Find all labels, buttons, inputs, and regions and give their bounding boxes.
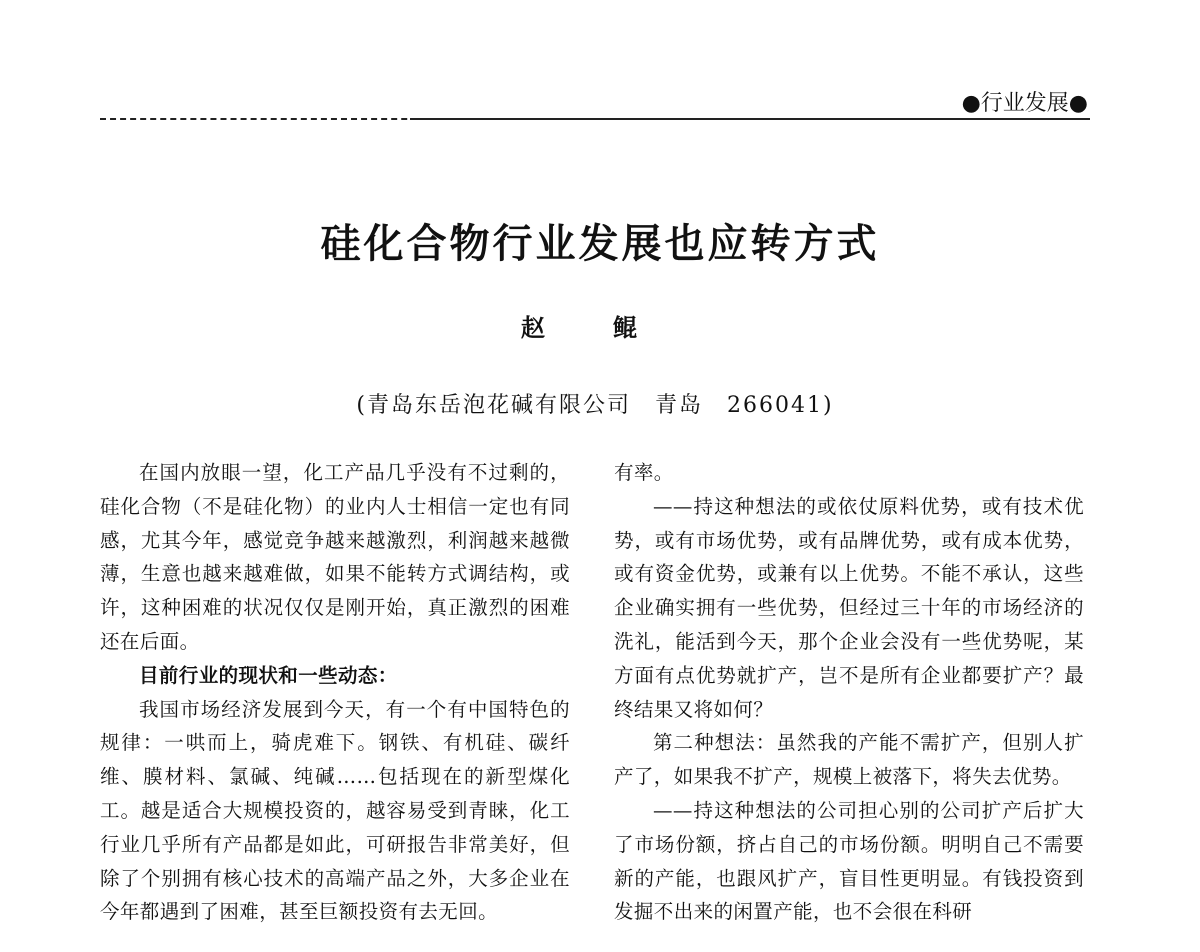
right-paragraph-0: 有率。: [614, 461, 674, 484]
article-author: 赵 鲲: [520, 313, 668, 342]
article-title: 硅化合物行业发展也应转方式: [320, 220, 880, 267]
left-column: [100, 456, 570, 929]
left-paragraph-1: 在国内放眼一望，化工产品几乎没有不过剩的，硅化合物（不是硅化物）的业内人士相信一定也有同感，尤其今年，感觉竞争越来越激烈，利润越来越微薄，生意也越来越难做，如果不能转方式调结构，或许，这种困难的状况仅仅是刚开始，真正激烈的困难还在后面。: [100, 461, 570, 653]
right-column: [614, 456, 1084, 929]
right-paragraph-3: ——持这种想法的公司担心别的公司扩产后扩大了市场份额，挤占自己的市场份额。明明自己不需要新的产能，也跟风扩产，盲目性更明显。有钱投资到发掘不出来的闲置产能，也不会很在科研: [614, 798, 1084, 924]
left-paragraph-2: 我国市场经济发展到今天，有一个有中国特色的规律：一哄而上，骑虎难下。钢铁、有机硅、碳纤维、膜材料、氯碱、纯碱……包括现在的新型煤化工。越是适合大规模投资的，越容易受到青睐，化工行业几乎所有产品都是如此，可研报告非常美好，但除了个别拥有核心技术的高端产品之外，大多企业在今年都遇到了困难，甚至巨额投资有去无回。: [100, 697, 570, 924]
right-paragraph-1: ——持这种想法的或依仗原料优势，或有技术优势，或有市场优势，或有品牌优势，或有成本优势，或有资金优势，或兼有以上优势。不能不承认，这些企业确实拥有一些优势，但经过三十年的市场经济的洗礼，能活到今天，那个企业会没有一些优势呢，某方面有点优势就扩产，岂不是所有企业都要扩产？最终结果又将如何？: [614, 494, 1084, 721]
article-affiliation: (青岛东岳泡花碱有限公司 青岛 266041): [356, 393, 834, 418]
header-rule-solid: [410, 118, 1090, 120]
right-paragraph-2: 第二种想法：虽然我的产能不需扩产，但别人扩产了，如果我不扩产，规模上被落下，将失去优势。: [614, 731, 1084, 789]
section-tag: ●行业发展●: [961, 91, 1088, 116]
left-subhead: 目前行业的现状和一些动态：: [139, 663, 398, 687]
